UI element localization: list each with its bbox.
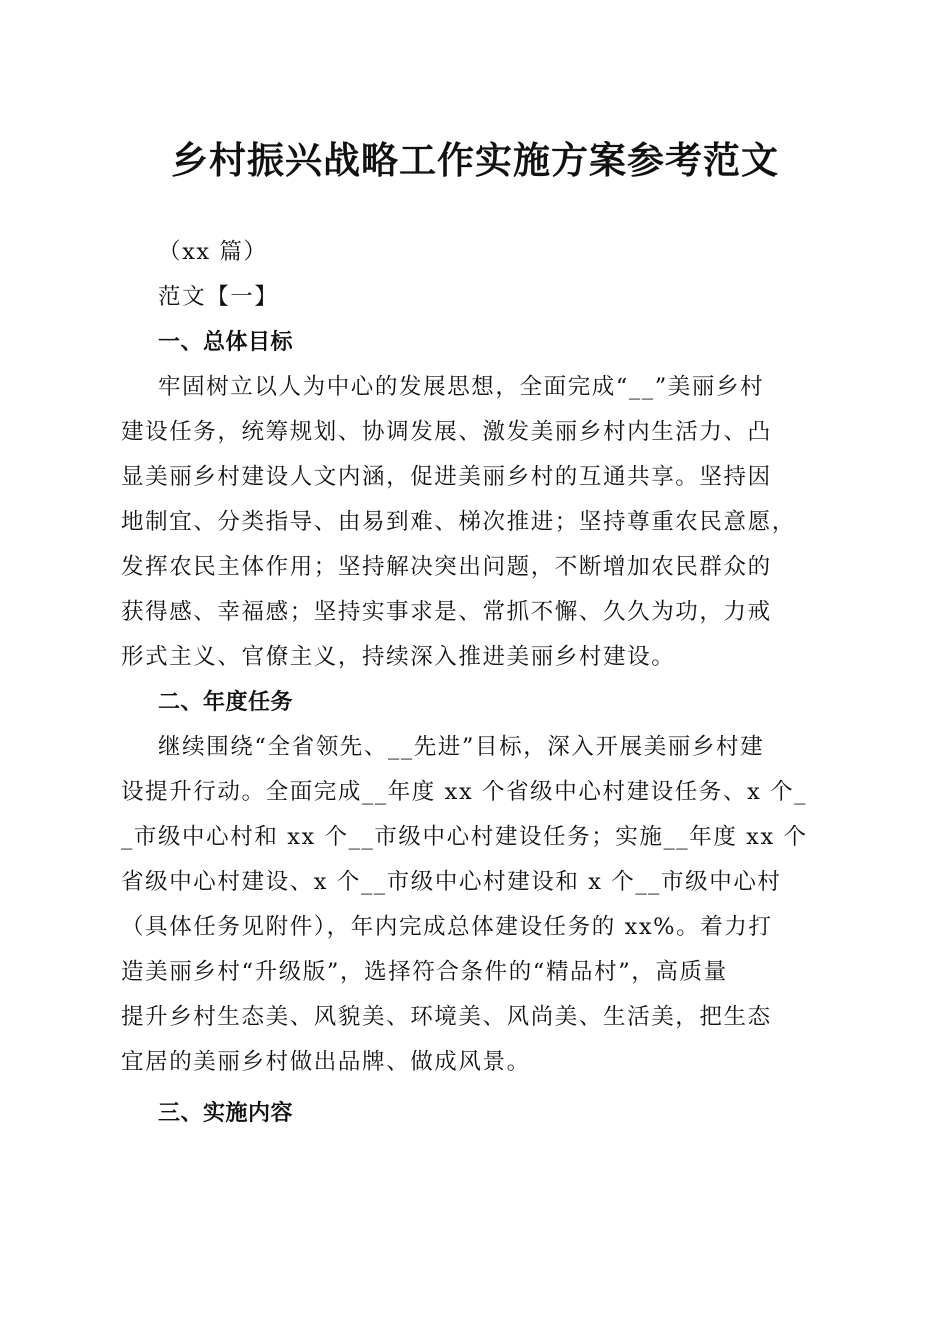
paragraph-line: 获得感、幸福感；坚持实事求是、常抓不懈、久久为功，力戒 <box>121 599 772 625</box>
paragraph-line: 牢固树立以人为中心的发展思想，全面完成“__”美丽乡村 <box>158 374 765 400</box>
sample-label: 范文【一】 <box>158 284 279 310</box>
paragraph-line: 造美丽乡村“升级版”，选择符合条件的“精品村”，高质量 <box>121 959 728 985</box>
paragraph-line: 建设任务，统筹规划、协调发展、激发美丽乡村内生活力、凸 <box>121 419 772 445</box>
paragraph-line: 发挥农民主体作用；坚持解决突出问题，不断增加农民群众的 <box>121 554 772 580</box>
paragraph-line: 设提升行动。全面完成__年度 xx 个省级中心村建设任务、x 个_ <box>121 779 808 805</box>
section-heading-overall-goal: 一、总体目标 <box>158 330 294 355</box>
paragraph-line: 显美丽乡村建设人文内涵，促进美丽乡村的互通共享。坚持因 <box>121 464 772 490</box>
section-heading-implementation: 三、实施内容 <box>158 1101 294 1126</box>
paragraph-line: 省级中心村建设、x 个__市级中心村建设和 x 个__市级中心村 <box>121 869 782 895</box>
paragraph-line: _市级中心村和 xx 个__市级中心村建设任务；实施__年度 xx 个 <box>121 824 808 850</box>
document-body <box>121 230 833 1136</box>
section-heading-annual-tasks: 二、年度任务 <box>158 690 294 715</box>
paragraph-line: 宜居的美丽乡村做出品牌、做成风景。 <box>121 1049 531 1075</box>
paragraph-line: （具体任务见附件），年内完成总体建设任务的 xx%。着力打 <box>121 914 773 940</box>
paragraph-line: 形式主义、官僚主义，持续深入推进美丽乡村建设。 <box>121 644 676 670</box>
count-note: （xx 篇） <box>158 239 268 265</box>
document-title: 乡村振兴战略工作实施方案参考范文 <box>171 138 779 182</box>
paragraph-line: 提升乡村生态美、风貌美、环境美、风尚美、生活美，把生态 <box>121 1004 772 1030</box>
paragraph-line: 地制宜、分类指导、由易到难、梯次推进；坚持尊重农民意愿， <box>121 509 796 535</box>
paragraph-line: 继续围绕“全省领先、__先进”目标，深入开展美丽乡村建 <box>158 734 765 760</box>
